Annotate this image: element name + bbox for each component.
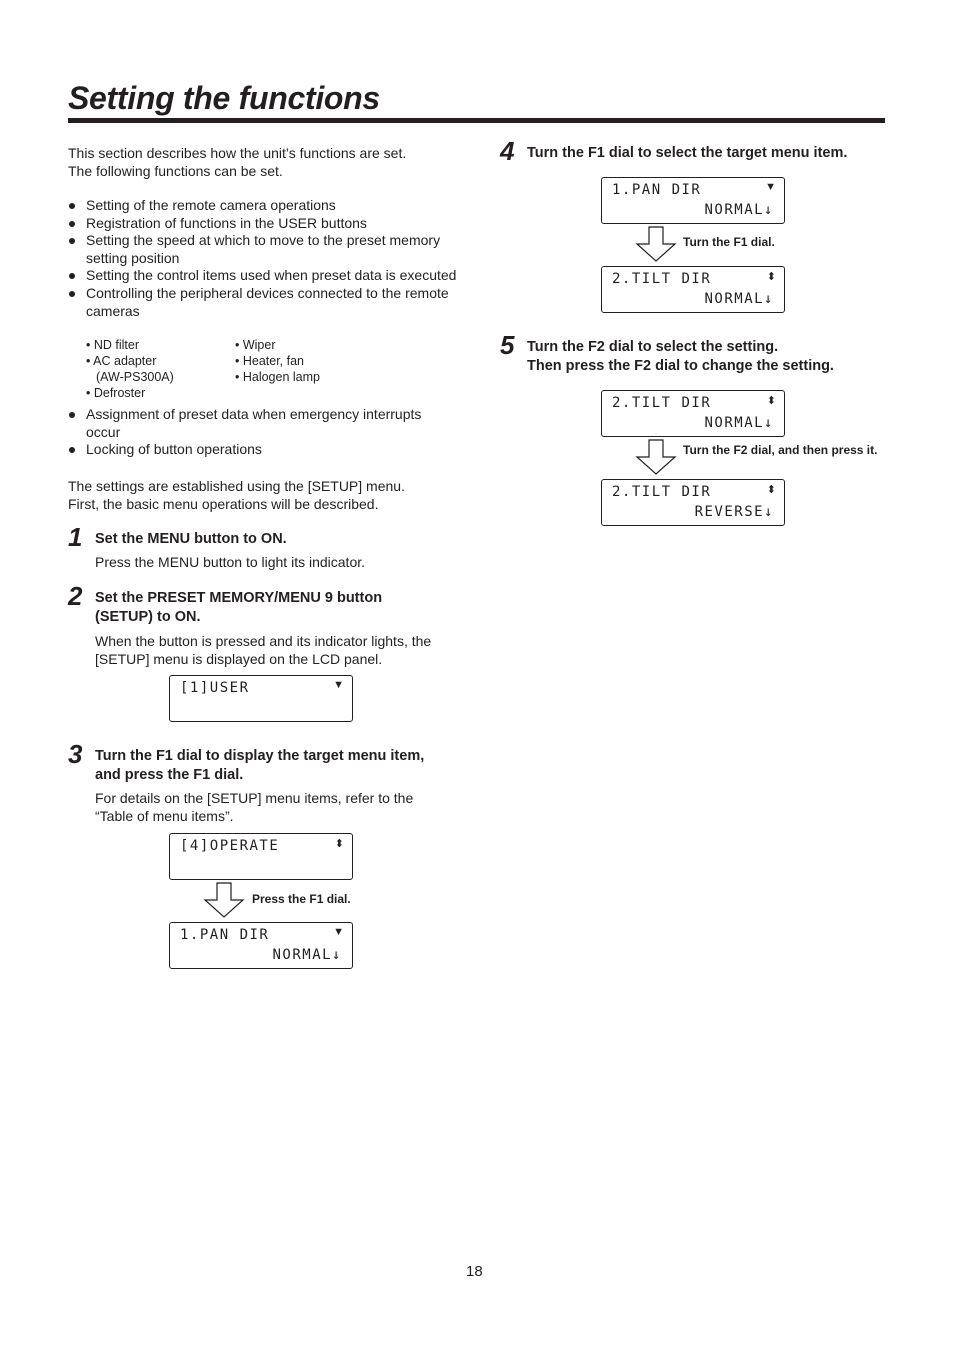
step-number: 4 (500, 136, 515, 166)
list-item: • Halogen lamp (235, 370, 320, 384)
lcd-line-2: NORMAL↓ (704, 291, 774, 307)
lcd-display (169, 922, 353, 969)
lcd-display (601, 177, 785, 224)
list-item: • Wiper (235, 338, 276, 352)
step-heading: Turn the F1 dial to display the target menu item, and press the F1 dial. (95, 748, 425, 783)
lcd-line-2: NORMAL↓ (272, 947, 342, 963)
setup-note-line-1: The settings are established using the [SETUP] menu. (68, 478, 405, 494)
peripherals-right (235, 337, 385, 385)
lcd-line-1: 2.TILT DIR (612, 271, 712, 287)
step-number: 5 (500, 330, 515, 360)
bullet-dot (69, 221, 75, 227)
lcd-line-1: [4]OPERATE (180, 838, 280, 854)
intro-line-1: This section describes how the unit’s functions are set. (68, 145, 407, 161)
caption: Turn the F2 dial, and then press it. (683, 443, 878, 457)
bullet-dot (69, 447, 75, 453)
bullet-dot (69, 238, 75, 244)
step-heading-line-2: Then press the F2 dial to change the setting. (527, 358, 834, 374)
step-body: When the button is pressed and its indicator lights, the [SETUP] menu is displayed on the LCD panel. (95, 633, 432, 667)
function-list-continued (68, 406, 458, 459)
lcd-line-1: 1.PAN DIR (612, 182, 702, 198)
down-arrow-icon: ▼ (333, 926, 344, 938)
caption: Press the F1 dial. (252, 892, 351, 906)
list-item: Registration of functions in the USER buttons (68, 215, 458, 233)
lcd-line-2: REVERSE↓ (694, 504, 774, 520)
lcd-display (601, 479, 785, 526)
setup-note-line-2: First, the basic menu operations will be described. (68, 495, 379, 512)
down-arrow-icon (635, 226, 677, 262)
step-heading: Turn the F1 dial to select the target menu item. (527, 145, 848, 161)
up-down-arrow-icon: ⬍ (766, 395, 776, 407)
lcd-line-1: [1]USER (180, 680, 250, 696)
lcd-display (169, 675, 353, 722)
bullet-dot (69, 273, 75, 279)
bullet-dot (69, 291, 75, 297)
intro (68, 145, 458, 180)
step-number: 1 (68, 522, 83, 552)
step-number: 2 (68, 581, 83, 611)
list-item: Setting the speed at which to move to the preset memory setting position (68, 232, 458, 267)
up-down-arrow-icon: ⬍ (766, 271, 776, 283)
setup-note (68, 478, 458, 513)
list-item: Setting of the remote camera operations (68, 197, 458, 215)
down-arrow-icon: ▼ (765, 181, 776, 193)
down-arrow-icon: ▼ (333, 679, 344, 691)
title-rule (68, 118, 885, 123)
lcd-line-1: 1.PAN DIR (180, 927, 270, 943)
step-body: Press the MENU button to light its indicator. (95, 554, 366, 570)
list-item: • Defroster (86, 386, 146, 400)
step-heading: Set the PRESET MEMORY/MENU 9 button (SETUP) to ON. (95, 590, 383, 625)
list-item: • AC adapter (86, 354, 157, 368)
page-number: 18 (466, 1263, 483, 1280)
bullet-dot (69, 203, 75, 209)
lcd-line-2: NORMAL↓ (704, 415, 774, 431)
lcd-line-1: 2.TILT DIR (612, 395, 712, 411)
lcd-display (601, 390, 785, 437)
list-item: (AW-PS300A) (96, 370, 174, 384)
list-item: • ND filter (86, 338, 139, 352)
list-item: Locking of button operations (68, 441, 458, 459)
down-arrow-icon (203, 882, 245, 918)
step-body: For details on the [SETUP] menu items, refer to the “Table of menu items”. (95, 790, 414, 824)
function-list (68, 197, 458, 320)
bullet-dot (69, 412, 75, 418)
lcd-display (169, 833, 353, 880)
list-item: Assignment of preset data when emergency interrupts occur (68, 406, 458, 441)
step-heading-line-1: Turn the F2 dial to select the setting. (527, 339, 779, 355)
lcd-display (601, 266, 785, 313)
down-arrow-icon (635, 439, 677, 475)
intro-line-2: The following functions can be set. (68, 162, 283, 179)
list-item: Controlling the peripheral devices connected to the remote cameras (68, 285, 458, 320)
up-down-arrow-icon: ⬍ (334, 838, 344, 850)
step-number: 3 (68, 739, 83, 769)
page-title: Setting the functions (68, 80, 380, 116)
lcd-line-1: 2.TILT DIR (612, 484, 712, 500)
lcd-line-2: NORMAL↓ (704, 202, 774, 218)
list-item: • Heater, fan (235, 354, 305, 368)
up-down-arrow-icon: ⬍ (766, 484, 776, 496)
step-heading (527, 338, 907, 376)
peripherals-left (86, 337, 236, 401)
step-heading: Set the MENU button to ON. (95, 531, 287, 547)
list-item: Setting the control items used when preset data is executed (68, 267, 458, 285)
caption: Turn the F1 dial. (683, 235, 775, 249)
